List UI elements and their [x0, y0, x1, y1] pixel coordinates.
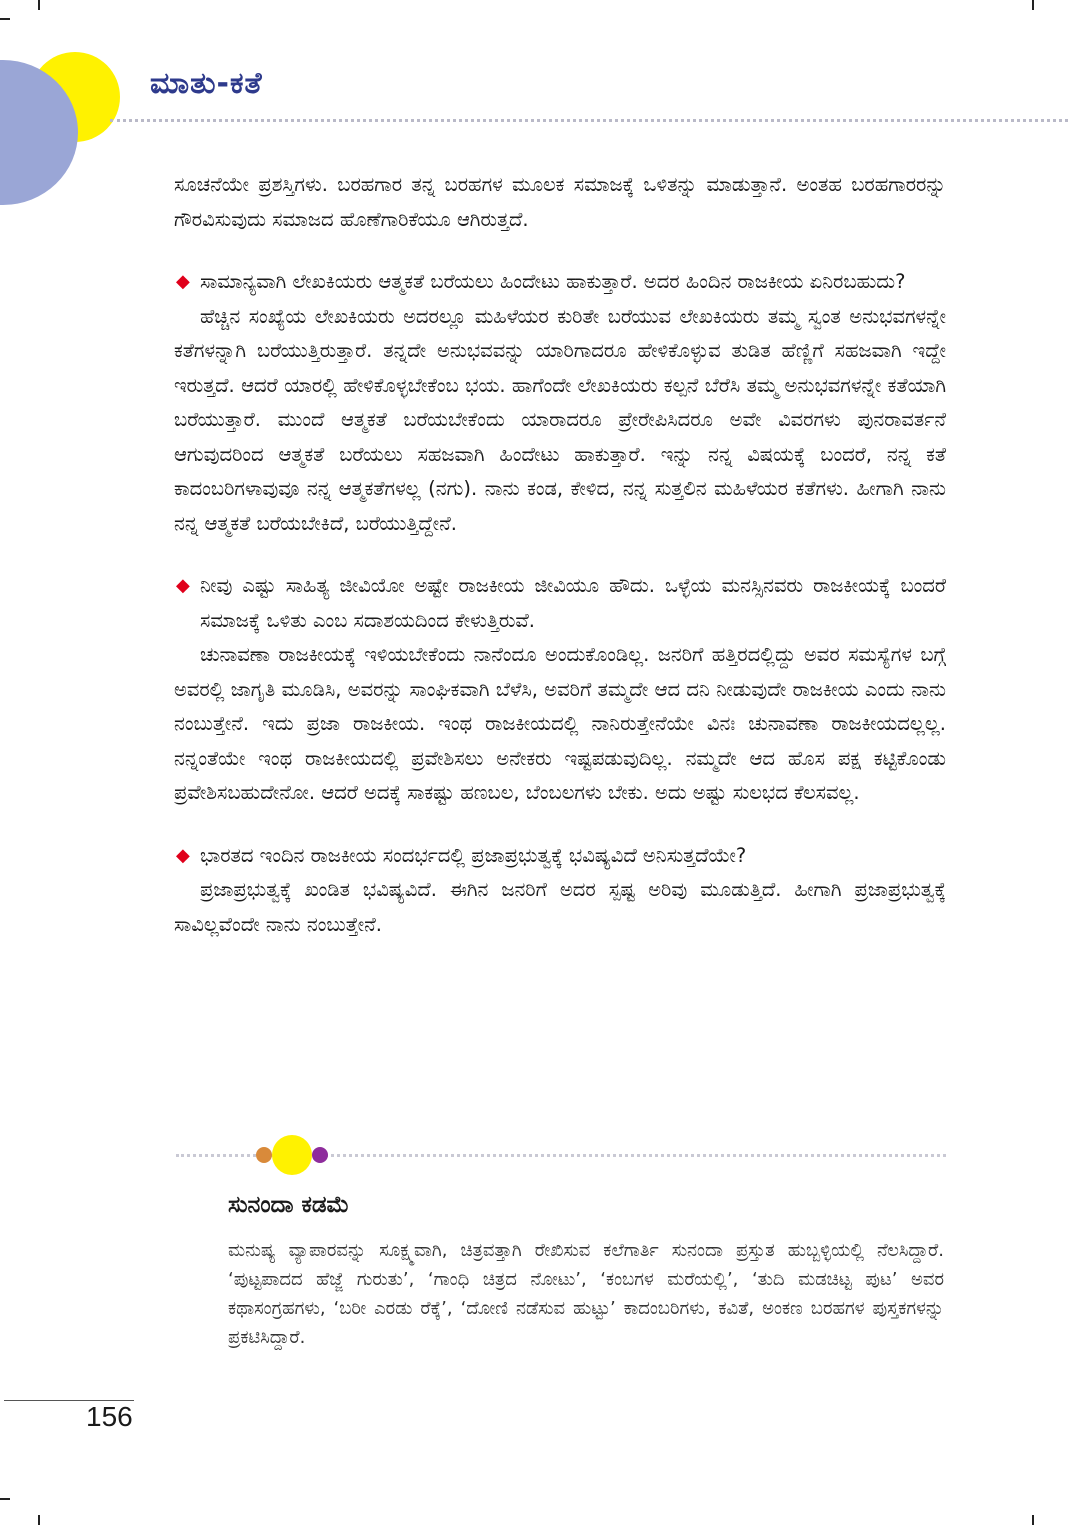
page-number: 156 [86, 1401, 133, 1432]
crop-mark [0, 1498, 10, 1500]
qa-block [174, 265, 946, 541]
crop-mark [1032, 1515, 1034, 1525]
question [174, 839, 946, 874]
crop-mark [38, 1515, 40, 1525]
question-text: ಸಾಮಾನ್ಯವಾಗಿ ಲೇಖಕಿಯರು ಆತ್ಮಕತೆ ಬರೆಯಲು ಹಿಂದೇಟು ಹಾಕುತ್ತಾರೆ. ಅದರ ಹಿಂದಿನ ರಾಜಕೀಯ ಏನಿರಬಹುದು? [200, 270, 906, 293]
answer: ಚುನಾವಣಾ ರಾಜಕೀಯಕ್ಕೆ ಇಳಿಯಬೇಕೆಂದು ನಾನೆಂದೂ ಅಂದುಕೊಂಡಿಲ್ಲ. ಜನರಿಗೆ ಹತ್ತಿರದಲ್ಲಿದ್ದು ಅವರ ಸಮಸ್ಯೆಗಳ ಬಗ್ಗೆ ಅವರಲ್ಲಿ ಜಾಗೃತಿ ಮೂಡಿಸಿ, ಅವರನ್ನು ಸಾಂಘಿಕವಾಗಿ ಬೆಳೆಸಿ, ಅವರಿಗೆ ತಮ್ಮದೇ ಆದ ದನಿ ನೀಡುವುದೇ ರಾಜಕೀಯ ಎಂದು ನಾನು ನಂಬುತ್ತೇನೆ. ಇದು ಪ್ರಜಾ ರಾಜಕೀಯ. ಇಂಥ ರಾಜಕೀಯದಲ್ಲಿ ನಾನಿರುತ್ತೇನೆಯೇ ವಿನಃ ಚುನಾವಣಾ ರಾಜಕೀಯದಲ್ಲಲ್ಲ. ನನ್ನಂತೆಯೇ ಇಂಥ ರಾಜಕೀಯದಲ್ಲಿ ಪ್ರವೇಶಿಸಲು ಅನೇಕರು ಇಷ್ಟಪಡುವುದಿಲ್ಲ. ನಮ್ಮದೇ ಆದ ಹೊಸ ಪಕ್ಷ ಕಟ್ಟಿಕೊಂಡು ಪ್ರವೇಶಿಸಬಹುದೇನೋ. ಆದರೆ ಅದಕ್ಕೆ ಸಾಕಷ್ಟು ಹಣಬಲ, ಬೆಂಬಲಗಳು ಬೇಕು. ಅದು ಅಷ್ಟು ಸುಲಭದ ಕೆಲಸವಲ್ಲ. [174, 643, 946, 804]
section-title: ಮಾತು-ಕತೆ [150, 66, 263, 101]
intro-paragraph: ಸೂಚನೆಯೇ ಪ್ರಶಸ್ತಿಗಳು. ಬರಹಗಾರ ತನ್ನ ಬರಹಗಳ ಮೂಲಕ ಸಮಾಜಕ್ಕೆ ಒಳಿತನ್ನು ಮಾಡುತ್ತಾನೆ. ಅಂತಹ ಬರಹಗಾರರನ್ನು ಗೌರವಿಸುವುದು ಸಮಾಜದ ಹೊಣೆಗಾರಿಕೆಯೂ ಆಗಿರುತ್ತದೆ. [174, 173, 946, 231]
purple-dot-icon [312, 1147, 328, 1163]
qa-block [174, 569, 946, 811]
author-name: ಸುನಂದಾ ಕಡಮೆ [228, 1192, 350, 1218]
diamond-bullet-icon: ◆ [176, 271, 190, 292]
crop-mark [0, 18, 10, 20]
qa-block [174, 839, 946, 943]
question-text: ಭಾರತದ ಇಂದಿನ ರಾಜಕೀಯ ಸಂದರ್ಭದಲ್ಲಿ ಪ್ರಜಾಪ್ರಭುತ್ವಕ್ಕೆ ಭವಿಷ್ಯವಿದೆ ಅನಿಸುತ್ತದೆಯೇ? [200, 843, 747, 867]
answer: ಹೆಚ್ಚಿನ ಸಂಖ್ಯೆಯ ಲೇಖಕಿಯರು ಅದರಲ್ಲೂ ಮಹಿಳೆಯರ ಕುರಿತೇ ಬರೆಯುವ ಲೇಖಕಿಯರು ತಮ್ಮ ಸ್ವಂತ ಅನುಭವಗಳನ್ನೇ ಕತೆಗಳನ್ನಾಗಿ ಬರೆಯುತ್ತಿರುತ್ತಾರೆ. ತನ್ನದೇ ಅನುಭವವನ್ನು ಯಾರಿಗಾದರೂ ಹೇಳಿಕೊಳ್ಳುವ ತುಡಿತ ಹೆಣ್ಣಿಗೆ ಸಹಜವಾಗಿ ಇದ್ದೇ ಇರುತ್ತದೆ. ಆದರೆ ಯಾರಲ್ಲಿ ಹೇಳಿಕೊಳ್ಳಬೇಕೆಂಬ ಭಯ. ಹಾಗೆಂದೇ ಲೇಖಕಿಯರು ಕಲ್ಪನೆ ಬೆರೆಸಿ ತಮ್ಮ ಅನುಭವಗಳನ್ನೇ ಕತೆಯಾಗಿ ಬರೆಯುತ್ತಾರೆ. ಮುಂದೆ ಆತ್ಮಕತೆ ಬರೆಯಬೇಕೆಂದು ಯಾರಾದರೂ ಪ್ರೇರೇಪಿಸಿದರೂ ಅವೇ ವಿವರಗಳು ಪುನರಾವರ್ತನೆ ಆಗುವುದರಿಂದ ಆತ್ಮಕತೆ ಬರೆಯಲು ಸಹಜವಾಗಿ ಹಿಂದೇಟು ಹಾಕುತ್ತಾರೆ. ಇನ್ನು ನನ್ನ ವಿಷಯಕ್ಕೆ ಬಂದರೆ, ನನ್ನ ಕತೆ ಕಾದಂಬರಿಗಳಾವುವೂ ನನ್ನ ಆತ್ಮಕತೆಗಳಲ್ಲ (ನಗು). ನಾನು ಕಂಡ, ಕೇಳಿದ, ನನ್ನ ಸುತ್ತಲಿನ ಮಹಿಳೆಯರ ಕತೆಗಳು. ಹೀಗಾಗಿ ನಾನು ನನ್ನ ಆತ್ಮಕತೆ ಬರೆಯಬೇಕಿದೆ, ಬರೆಯುತ್ತಿದ್ದೇನೆ. [174, 304, 946, 535]
crop-mark [1032, 0, 1034, 10]
main-content [174, 168, 946, 942]
question-text: ನೀವು ಎಷ್ಟು ಸಾಹಿತ್ಯ ಜೀವಿಯೋ ಅಷ್ಟೇ ರಾಜಕೀಯ ಜೀವಿಯೂ ಹೌದು. ಒಳ್ಳೆಯ ಮನಸ್ಸಿನವರು ರಾಜಕೀಯಕ್ಕೆ ಬಂದರೆ ಸಮಾಜಕ್ಕೆ ಒಳಿತು ಎಂಬ ಸದಾಶಯದಿಂದ ಕೇಳುತ್ತಿರುವೆ. [200, 574, 946, 632]
answer: ಪ್ರಜಾಪ್ರಭುತ್ವಕ್ಕೆ ಖಂಡಿತ ಭವಿಷ್ಯವಿದೆ. ಈಗಿನ ಜನರಿಗೆ ಅದರ ಸ್ಪಷ್ಟ ಅರಿವು ಮೂಡುತ್ತಿದೆ. ಹೀಗಾಗಿ ಪ್ರಜಾಪ್ರಭುತ್ವಕ್ಕೆ ಸಾವಿಲ್ಲವೆಂದೇ ನಾನು ನಂಬುತ್ತೇನೆ. [174, 878, 946, 936]
orange-dot-icon [256, 1147, 272, 1163]
header-dotted-rule [110, 119, 1068, 122]
question [174, 569, 946, 638]
section-separator [176, 1133, 946, 1177]
author-bio: ಮನುಷ್ಯ ವ್ಯಾಪಾರವನ್ನು ಸೂಕ್ಷ್ಮವಾಗಿ, ಚಿತ್ರವತ್ತಾಗಿ ರೇಖಿಸುವ ಕಲೆಗಾರ್ತಿ ಸುನಂದಾ ಪ್ರಸ್ತುತ ಹುಬ್ಬಳ್ಳಿಯಲ್ಲಿ ನೆಲಸಿದ್ದಾರೆ. ‘ಪುಟ್ಟಪಾದದ ಹೆಜ್ಜೆ ಗುರುತು’, ‘ಗಾಂಧಿ ಚಿತ್ರದ ನೋಟು’, ‘ಕಂಬಗಳ ಮರೆಯಲ್ಲಿ’, ‘ತುದಿ ಮಡಚಿಟ್ಟ ಪುಟ’ ಅವರ ಕಥಾಸಂಗ್ರಹಗಳು, ‘ಬರೀ ಎರಡು ರೆಕ್ಕೆ’, ‘ದೋಣಿ ನಡೆಸುವ ಹುಟ್ಟು’ ಕಾದಂಬರಿಗಳು, ಕವಿತೆ, ಅಂಕಣ ಬರಹಗಳ ಪುಸ್ತಕಗಳನ್ನು ಪ್ರಕಟಿಸಿದ್ದಾರೆ. [228, 1240, 944, 1348]
crop-mark [38, 0, 40, 10]
yellow-dot-icon [272, 1135, 312, 1175]
question [174, 265, 946, 300]
diamond-bullet-icon: ◆ [176, 575, 190, 596]
diamond-bullet-icon: ◆ [176, 844, 190, 866]
